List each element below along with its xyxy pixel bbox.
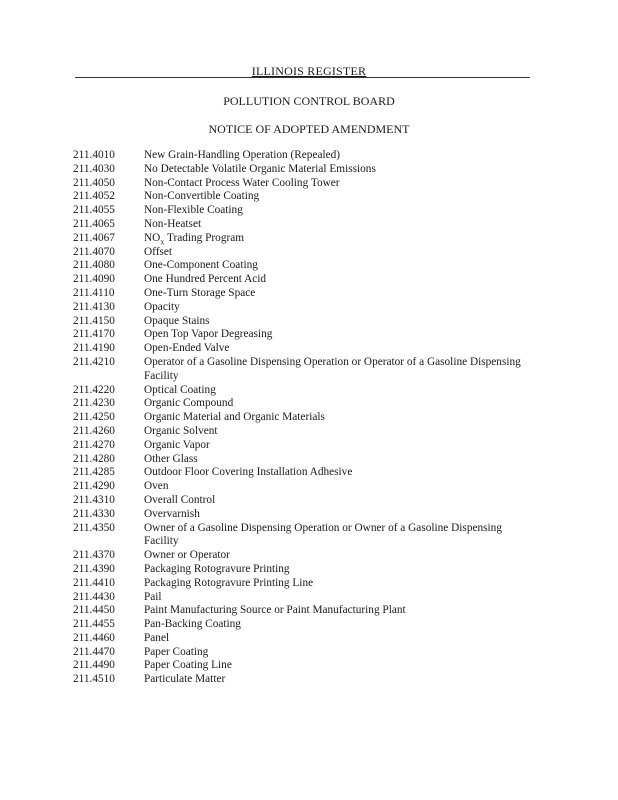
section-term: Optical Coating (144, 383, 216, 396)
section-term: Organic Solvent (144, 424, 218, 437)
section-number: 211.4410 (73, 576, 115, 589)
section-term: Outdoor Floor Covering Installation Adhesive (144, 466, 353, 479)
section-term: Non-Contact Process Water Cooling Tower (144, 176, 340, 189)
register-title: ILLINOIS REGISTER (251, 64, 367, 78)
board-title: POLLUTION CONTROL BOARD (223, 94, 395, 108)
list-item (73, 190, 543, 204)
section-number: 211.4055 (73, 204, 115, 217)
section-number: 211.4110 (73, 286, 115, 299)
section-term: Packaging Rotogravure Printing Line (144, 576, 314, 589)
section-number: 211.4510 (73, 673, 115, 686)
section-number: 211.4330 (73, 507, 115, 520)
list-item (73, 577, 543, 591)
list-item (73, 356, 543, 384)
term-prefix: NO (144, 231, 161, 244)
section-number: 211.4455 (73, 618, 115, 631)
list-item (73, 163, 543, 177)
list-item (73, 342, 543, 356)
list-item (73, 549, 543, 563)
list-item (73, 204, 543, 218)
list-item (73, 149, 543, 163)
section-term: Overvarnish (144, 507, 200, 520)
section-number: 211.4490 (73, 659, 115, 672)
section-term: Other Glass (144, 452, 198, 465)
section-number: 211.4052 (73, 190, 115, 203)
section-number: 211.4030 (73, 162, 115, 175)
section-number: 211.4250 (73, 411, 115, 424)
section-number: 211.4470 (73, 645, 115, 658)
list-item (73, 591, 543, 605)
section-number: 211.4210 (73, 355, 115, 368)
list-item (73, 439, 543, 453)
list-item (73, 273, 543, 287)
section-term: Pail (144, 590, 162, 603)
list-item (73, 246, 543, 260)
list-item (73, 604, 543, 618)
list-item (73, 287, 543, 301)
section-term: Open Top Vapor Degreasing (144, 328, 273, 341)
section-number: 211.4130 (73, 300, 115, 313)
section-number: 211.4070 (73, 245, 115, 258)
section-term: Operator of a Gasoline Dispensing Operation or Operator of a Gasoline Dispensing Facility (144, 355, 521, 382)
section-term: Opacity (144, 300, 180, 313)
list-item (73, 425, 543, 439)
section-number: 211.4290 (73, 480, 115, 493)
list-item (73, 397, 543, 411)
section-term: Oven (144, 480, 169, 493)
section-term: One-Component Coating (144, 259, 258, 272)
list-item (73, 218, 543, 232)
list-item (73, 466, 543, 480)
notice-title: NOTICE OF ADOPTED AMENDMENT (208, 122, 410, 136)
list-item (73, 232, 543, 246)
section-number: 211.4460 (73, 631, 115, 644)
section-number: 211.4370 (73, 549, 115, 562)
list-item (73, 301, 543, 315)
section-term: Non-Flexible Coating (144, 204, 243, 217)
section-term: One-Turn Storage Space (144, 286, 256, 299)
section-number: 211.4220 (73, 383, 115, 396)
section-number: 211.4080 (73, 259, 115, 272)
section-term: Owner of a Gasoline Dispensing Operation or Owner of a Gasoline Dispensing Facility (144, 521, 502, 548)
section-number: 211.4010 (73, 149, 115, 161)
list-item (73, 508, 543, 522)
section-number: 211.4450 (73, 604, 115, 617)
section-number: 211.4430 (73, 590, 115, 603)
list-item (73, 411, 543, 425)
section-number: 211.4190 (73, 342, 115, 355)
term-subscript: x (160, 237, 165, 247)
section-term: Opaque Stains (144, 314, 210, 327)
section-number: 211.4230 (73, 397, 115, 410)
section-term: Offset (144, 245, 173, 258)
section-number: 211.4065 (73, 217, 115, 230)
section-term: Paper Coating (144, 645, 209, 658)
section-term: One Hundred Percent Acid (144, 273, 267, 286)
section-term: Paper Coating Line (144, 659, 232, 672)
term-suffix: Trading Program (164, 231, 245, 244)
section-term: No Detectable Volatile Organic Material Emissions (144, 162, 376, 175)
section-number: 211.4310 (73, 493, 115, 506)
list-item (73, 453, 543, 467)
section-number: 211.4067 (73, 231, 115, 244)
list-item (73, 259, 543, 273)
list-item (73, 494, 543, 508)
section-term: Packaging Rotogravure Printing (144, 562, 290, 575)
list-item (73, 659, 543, 673)
section-term: Overall Control (144, 493, 216, 506)
section-term: Organic Compound (144, 397, 234, 410)
section-term: Pan-Backing Coating (144, 618, 241, 631)
section-number: 211.4350 (73, 521, 115, 534)
list-item (73, 563, 543, 577)
section-term: Paint Manufacturing Source or Paint Manufacturing Plant (144, 604, 406, 617)
list-item (73, 646, 543, 660)
definitions-list (73, 149, 543, 687)
section-number: 211.4150 (73, 314, 115, 327)
section-number: 211.4390 (73, 562, 115, 575)
list-item (73, 632, 543, 646)
section-number: 211.4170 (73, 328, 115, 341)
list-item (73, 673, 543, 687)
section-term: Non-Convertible Coating (144, 190, 260, 203)
section-term: Organic Vapor (144, 438, 210, 451)
list-item (73, 618, 543, 632)
list-item (73, 315, 543, 329)
section-number: 211.4050 (73, 176, 115, 189)
list-item (73, 480, 543, 494)
section-number: 211.4090 (73, 273, 115, 286)
section-term (144, 232, 539, 246)
section-term: Panel (144, 631, 170, 644)
section-number: 211.4260 (73, 424, 115, 437)
list-item (73, 384, 543, 398)
list-item (73, 177, 543, 191)
section-term: New Grain-Handling Operation (Repealed) (144, 149, 341, 161)
section-term: Owner or Operator (144, 549, 230, 562)
section-term: Organic Material and Organic Materials (144, 411, 325, 424)
section-number: 211.4280 (73, 452, 115, 465)
list-item (73, 328, 543, 342)
section-term: Open-Ended Valve (144, 342, 230, 355)
section-term: Non-Heatset (144, 217, 202, 230)
section-number: 211.4285 (73, 466, 115, 479)
section-term: Particulate Matter (144, 673, 226, 686)
list-item (73, 522, 543, 550)
section-number: 211.4270 (73, 438, 115, 451)
